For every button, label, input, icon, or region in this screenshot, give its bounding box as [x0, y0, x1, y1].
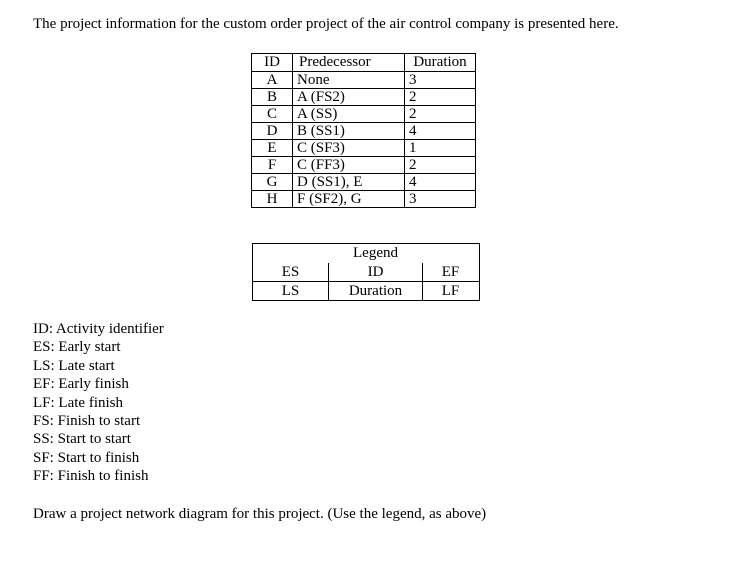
activity-id: B	[252, 89, 293, 106]
legend-bottom-row	[253, 281, 479, 301]
activity-predecessor: A (FS2)	[293, 89, 405, 106]
header-id: ID	[252, 54, 293, 72]
header-duration: Duration	[405, 54, 476, 72]
activity-predecessor: A (SS)	[293, 106, 405, 123]
list-item: FS: Finish to start	[33, 413, 141, 430]
activity-duration: 3	[405, 191, 476, 208]
list-item: LF: Late finish	[33, 394, 123, 411]
list-item: SF: Start to finish	[33, 449, 140, 466]
activity-table	[251, 53, 476, 208]
legend-ef: EF	[441, 264, 460, 280]
table-row	[252, 157, 476, 174]
legend-title: Legend	[353, 245, 398, 261]
legend-box	[252, 243, 480, 301]
activity-duration: 4	[405, 174, 476, 191]
legend-top-row	[253, 263, 479, 282]
intro-text: The project information for the custom order project of the air control company is presented here.	[33, 16, 619, 32]
list-item: LS: Late start	[33, 357, 115, 374]
legend-es: ES	[281, 264, 300, 280]
table-row	[252, 106, 476, 123]
table-header-row	[252, 54, 476, 72]
abbreviation-list	[33, 320, 164, 486]
list-item: ID: Activity identifier	[33, 321, 164, 337]
activity-duration: 1	[405, 140, 476, 157]
task-instruction: Draw a project network diagram for this project. (Use the legend, as above)	[33, 506, 487, 522]
list-item: SS: Start to start	[33, 431, 131, 448]
legend-duration: Duration	[328, 282, 423, 301]
table-row	[252, 123, 476, 140]
legend-title-row	[253, 244, 479, 263]
activity-duration: 4	[405, 123, 476, 140]
legend-lf: LF	[441, 283, 460, 299]
table-row	[252, 174, 476, 191]
activity-predecessor: C (FF3)	[293, 157, 405, 174]
activity-id: D	[252, 123, 293, 140]
activity-id: H	[252, 191, 293, 208]
activity-predecessor: F (SF2), G	[293, 191, 405, 208]
activity-predecessor: B (SS1)	[293, 123, 405, 140]
activity-id: F	[252, 157, 293, 174]
activity-predecessor: D (SS1), E	[293, 174, 405, 191]
list-item: ES: Early start	[33, 339, 121, 356]
activity-id: A	[252, 72, 293, 89]
activity-duration: 2	[405, 106, 476, 123]
activity-id: E	[252, 140, 293, 157]
activity-duration: 2	[405, 89, 476, 106]
header-predecessor: Predecessor	[293, 54, 405, 72]
activity-id: G	[252, 174, 293, 191]
activity-duration: 3	[405, 72, 476, 89]
list-item: FF: Finish to finish	[33, 468, 149, 485]
legend-ls: LS	[281, 283, 300, 299]
activity-duration: 2	[405, 157, 476, 174]
table-row	[252, 140, 476, 157]
table-row	[252, 89, 476, 106]
activity-predecessor: None	[293, 72, 405, 89]
list-item: EF: Early finish	[33, 376, 129, 393]
table-row	[252, 191, 476, 208]
legend-id: ID	[328, 263, 423, 282]
activity-predecessor: C (SF3)	[293, 140, 405, 157]
table-row	[252, 72, 476, 89]
activity-id: C	[252, 106, 293, 123]
